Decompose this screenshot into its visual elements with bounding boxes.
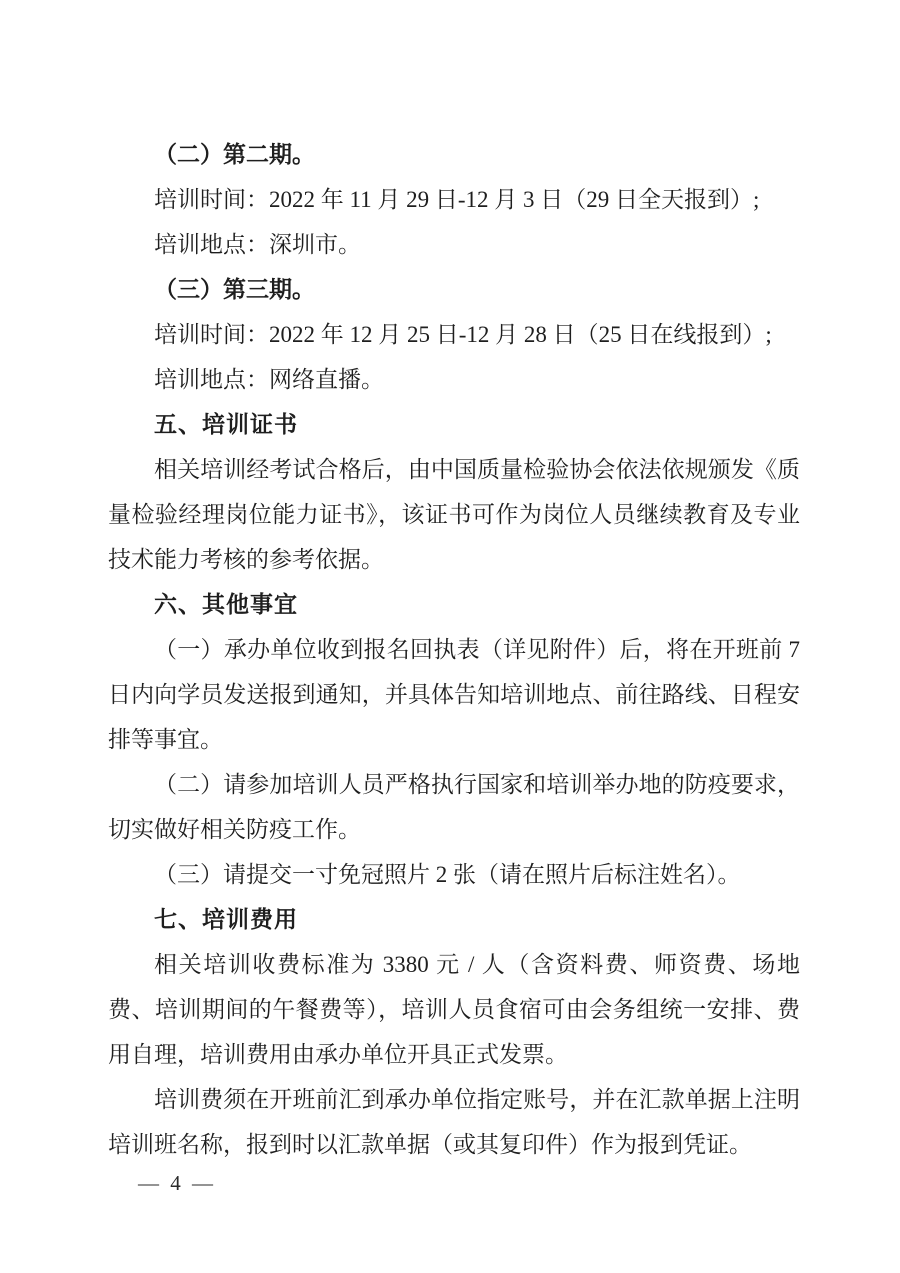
section-heading-fees: 七、培训费用 xyxy=(154,906,298,932)
paragraph-period2-location: 培训地点：深圳市。 xyxy=(154,232,361,257)
paragraph-period3-time: 培训时间：2022 年 12 月 25 日-12 月 28 日（25 日在线报到）; xyxy=(154,322,772,347)
paragraph-fees-standard: 相关培训收费标准为 3380 元 / 人（含资料费、师资费、场地费、培训期间的午餐费等），培训人员食宿可由会务组统一安排、费用自理，培训费用由承办单位开具正式发票。 xyxy=(108,952,800,1067)
paragraph-certificate: 相关培训经考试合格后，由中国质量检验协会依法依规颁发《质量检验经理岗位能力证书》，该证书可作为岗位人员继续教育及专业技术能力考核的参考依据。 xyxy=(108,457,800,572)
sub-heading-period-3: （三）第三期。 xyxy=(154,277,315,302)
paragraph-period2-time: 培训时间：2022 年 11 月 29 日-12 月 3 日（29 日全天报到）; xyxy=(154,187,760,212)
page-number: — 4 — xyxy=(138,1171,216,1195)
paragraph-other-item1: （一）承办单位收到报名回执表（详见附件）后，将在开班前 7 日内向学员发送报到通知，并具体告知培训地点、前往路线、日程安排等事宜。 xyxy=(108,637,800,752)
paragraph-other-item2: （二）请参加培训人员严格执行国家和培训举办地的防疫要求，切实做好相关防疫工作。 xyxy=(108,772,800,842)
paragraph-fees-payment: 培训费须在开班前汇到承办单位指定账号，并在汇款单据上注明培训班名称，报到时以汇款单据（或其复印件）作为报到凭证。 xyxy=(108,1087,800,1157)
paragraph-period3-location: 培训地点：网络直播。 xyxy=(154,367,384,392)
section-heading-certificate: 五、培训证书 xyxy=(154,411,298,437)
section-heading-other: 六、其他事宜 xyxy=(154,591,298,617)
sub-heading-period-2: （二）第二期。 xyxy=(154,142,315,167)
document-body xyxy=(108,132,800,1167)
paragraph-other-item3: （三）请提交一寸免冠照片 2 张（请在照片后标注姓名）。 xyxy=(154,862,741,887)
